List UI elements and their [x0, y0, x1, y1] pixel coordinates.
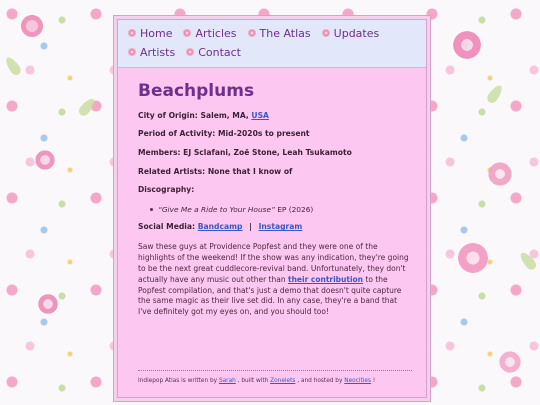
author-link[interactable]: Sarah	[218, 378, 236, 385]
social-media-label: Social Media:	[138, 222, 196, 232]
background-flower	[497, 349, 523, 375]
nav-item-updates[interactable]	[322, 27, 380, 40]
members-label: Members:	[138, 147, 181, 157]
host-link[interactable]: Neocities	[344, 378, 371, 385]
related-artists-label: Related Artists:	[138, 166, 206, 176]
artist-description	[138, 242, 412, 318]
footer-middle-2: , and hosted by	[297, 378, 345, 385]
related-artists-row	[138, 168, 412, 177]
site-footer	[138, 378, 412, 385]
main-content	[118, 68, 426, 318]
period-row	[138, 130, 412, 139]
background-flower	[486, 160, 514, 188]
background-flower	[455, 240, 491, 276]
flower-icon	[183, 29, 191, 37]
discography-item-title: “Give Me a Ride to Your House”	[158, 205, 275, 215]
background-leaf	[518, 250, 539, 272]
instagram-link[interactable]: Instagram	[258, 222, 303, 232]
nav-item-label: Artists	[140, 45, 176, 59]
period-value: Mid-2020s to present	[217, 129, 310, 139]
discography-heading: Discography:	[138, 185, 195, 195]
period-label: Period of Activity:	[138, 129, 216, 139]
origin-row	[138, 112, 412, 121]
footer-prefix: Indiepop Atlas is written by	[138, 378, 219, 385]
origin-text: Salem, MA,	[200, 110, 249, 120]
related-artists-value: None that I know of	[207, 166, 293, 176]
flower-icon	[186, 48, 194, 56]
flower-icon	[248, 29, 256, 37]
discography-item-meta: EP (2026)	[277, 205, 314, 215]
nav-item-label: The Atlas	[259, 26, 311, 40]
nav-item-artists[interactable]	[128, 46, 175, 59]
footer-suffix: !	[372, 378, 376, 385]
footer-area	[138, 370, 412, 385]
background-flower	[450, 28, 484, 62]
flower-icon	[128, 48, 136, 56]
content-panel	[117, 19, 427, 398]
discography-list	[152, 205, 412, 214]
list-item	[158, 205, 412, 214]
nav-item-the-atlas[interactable]	[248, 27, 311, 40]
origin-country-link[interactable]: USA	[251, 110, 269, 120]
builder-link[interactable]: Zonelets	[270, 378, 296, 385]
description-text-start: Saw these guys at Providence Popfest and they were one of the highlights of the weekend! If the show was any indication, they're going to be the next great cuddlecore-revival band. Unfortunately, they don't actually have any music out other than	[138, 242, 409, 284]
bandcamp-link[interactable]: Bandcamp	[197, 222, 243, 232]
background-flower	[18, 12, 46, 40]
background-flower	[36, 292, 60, 316]
page-title: Beachplums	[138, 81, 255, 101]
nav-item-label: Home	[140, 26, 173, 40]
nav-item-label: Contact	[198, 45, 241, 59]
footer-divider	[138, 370, 412, 371]
contribution-link[interactable]: their contribution	[287, 274, 364, 284]
members-row	[138, 149, 412, 158]
flower-icon	[128, 29, 136, 37]
social-media-row	[138, 223, 412, 232]
description-text-end: to the Popfest compilation, and that's just a demo that doesn't quite capture the same magic as their live set did. In any case, they're a band that I've definitely got my eyes on, and you should too!	[138, 274, 402, 317]
nav-item-label: Articles	[195, 26, 237, 40]
nav-row-primary	[128, 24, 418, 42]
background-leaf	[485, 83, 505, 105]
flower-icon	[322, 29, 330, 37]
social-separator: |	[249, 222, 252, 232]
top-navigation	[118, 20, 426, 68]
nav-item-contact[interactable]	[186, 46, 241, 59]
nav-item-articles[interactable]	[183, 27, 236, 40]
nav-item-home[interactable]	[128, 27, 172, 40]
nav-row-secondary	[128, 43, 418, 61]
background-leaf	[77, 96, 98, 118]
background-leaf	[3, 55, 23, 77]
footer-middle-1: , built with	[237, 378, 271, 385]
origin-label: City of Origin:	[138, 110, 198, 120]
background-flower	[33, 148, 57, 172]
members-value: EJ Sclafani, Zoë Stone, Leah Tsukamoto	[183, 147, 352, 157]
nav-item-label: Updates	[333, 26, 380, 40]
